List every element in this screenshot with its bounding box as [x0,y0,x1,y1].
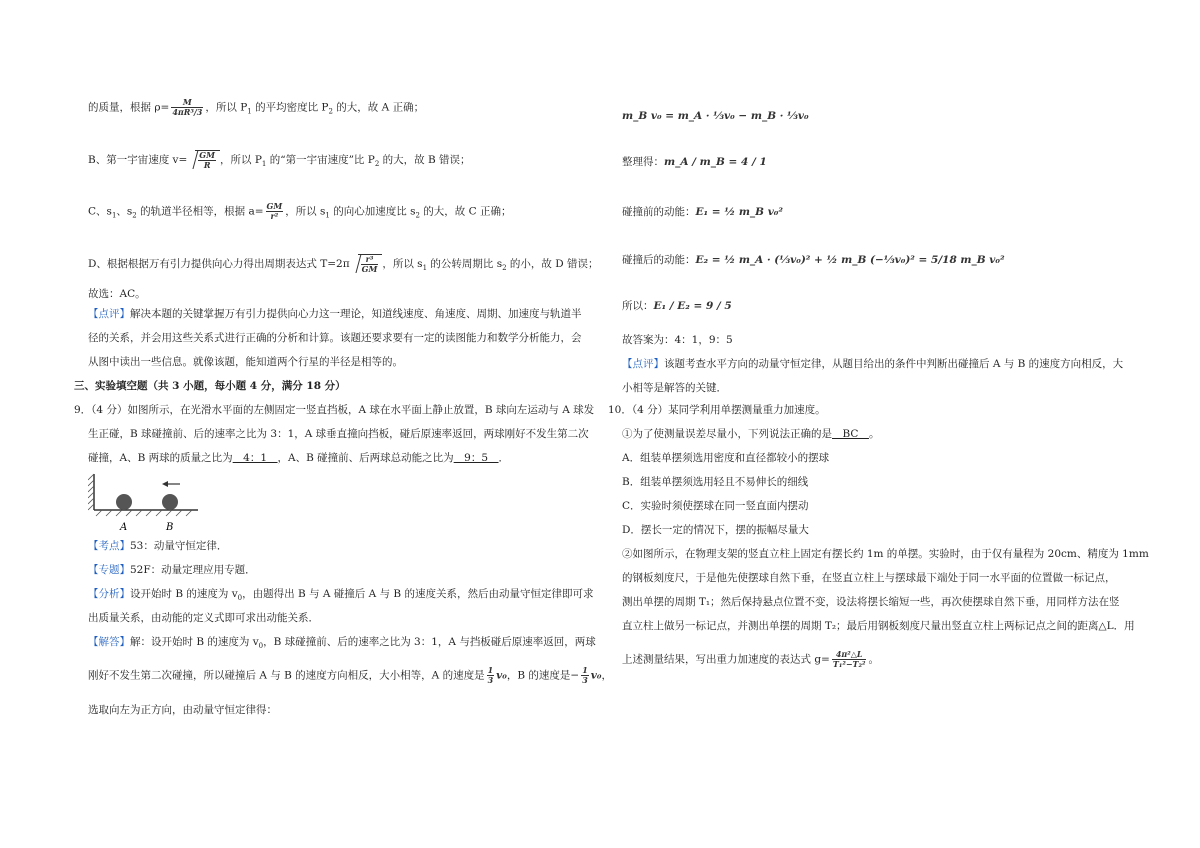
q9-line-2: 生正碰，B 球碰撞前、后的速率之比为 3：1，A 球垂直撞向挡板，碰后原速率返回，两球刚好不发生第二次 [88,428,589,440]
q10-line-1: 10．（4 分）某同学利用单摆测量重力加速度。 [608,404,826,416]
right-comment-1: 【点评】该题考查水平方向的动量守恒定律，从题目给出的条件中判断出碰撞后 A 与 B 的速度方向相反，大 [622,358,1124,370]
ground-hatch [96,510,192,516]
q9-answer-mass-ratio: 4：1 [232,452,278,464]
kaodian-line: 【考点】53：动量守恒定律． [88,540,228,552]
jieda-line-2: 刚好不发生第二次碰撞，所以碰撞后 A 与 B 的速度方向相反，大小相等，A 的速度是 $\frac{1}{3}$ v₀，B 的速度是− $\frac{1}{3}$ v₀， [88,665,612,685]
momentum-equation: m_B v₀ = m_A · ⅓v₀ − m_B · ⅓v₀ [622,110,809,122]
velocity-sqrt: $\frac{GM}{R}$ [195,150,220,170]
fenxi-line-1: 【分析】设开始时 B 的速度为 $v_0$，由题得出 B 与 A 碰撞后 A 与 B 的速度关系，然后由动量守恒定律即可求 [88,588,594,603]
answer-choice: 故选：AC。 [88,288,146,300]
arrow-head [162,481,168,487]
ke-after-line: 碰撞后的动能：E₂ = ½ m_A · (⅓v₀)² + ½ m_B (−⅓v₀)² = 5/18 m_B v₀² [622,254,1005,266]
q9-line-3: 碰撞，A、B 两球的质量之比为 4：1 ，A、B 碰撞前、后两球总动能之比为 9：5 ． [88,452,510,464]
solution-line-d: D、根据根据万有引力提供向心力得出周期表达式 T=2π $\frac{\text{r³}}{GM}$ ，所以 $s_1$ 的公转周期比 $s_2$ 的小，故 D 错误； [88,254,599,274]
wall-hatch [88,474,94,510]
q10-answer: BC [832,428,869,440]
label-a: A [120,522,128,533]
q9-line-1: 9．（4 分）如图所示，在光滑水平面的左侧固定一竖直挡板，A 球在水平面上静止放置，B 球向左运动与 A 球发 [74,404,595,416]
comment-line-2: 径的关系，并会用这些关系式进行正确的分析和计算。该题还要求要有一定的读图能力和数学分析能力，会 [88,332,582,344]
solution-line-b: B、第一宇宙速度 v= $\frac{GM}{R}$ ，所以 $P_1$ 的“第一宇宙速度”比 $P_2$ 的大，故 B 错误； [88,150,471,170]
ke-before-line: 碰撞前的动能：E₁ = ½ m_B v₀² [622,206,784,218]
part2-line-2: 的钢板刻度尺，于是他先使摆球自然下垂，在竖直立柱上与摆球最下端处于同一水平面的位置做一标记点， [622,572,1116,584]
q10-line-2: ①为了使测量误差尽量小，下列说法正确的是 BC 。 [622,428,880,440]
final-answer: 故答案为：4：1，9：5 [622,334,733,346]
comment-line-3: 从图中读出一些信息。就像该题，能知道两个行星的半径是相等的。 [88,356,403,368]
collision-figure [88,472,198,534]
option-c: C．实验时须使摆球在同一竖直面内摆动 [622,500,809,512]
jieda-line-3: 选取向左为正方向，由动量守恒定律得： [88,704,277,716]
zhuanti-line: 【专题】52F：动量定理应用专题． [88,564,256,576]
part2-line-1: ②如图所示，在物理支架的竖直立柱上固定有摆长约 1m 的单摆。实验时，由于仅有量程为 20cm、精度为 1mm [622,548,1149,560]
section-heading: 三、实验填空题（共 3 小题，每小题 4 分，满分 18 分） [74,380,346,392]
option-b: B．组装单摆须选用轻且不易伸长的细线 [622,476,809,488]
option-d: D．摆长一定的情况下，摆的振幅尽量大 [622,524,809,536]
solution-line-density: 的质量，根据 ρ= $\frac{M}{\text{4πR³/3}}$ ，所以 $P_1$ 的平均密度比 $P_2$ 的大，故 A 正确； [88,97,425,117]
ball-a [116,494,132,510]
part2-line-4: 直立柱上做另一标记点，并测出单摆的周期 T₂；最后用钢板刻度尺量出竖直立柱上两标记点之间的距离△L．用 [622,620,1135,632]
fenxi-line-2: 出质量关系，由动能的定义式即可求出动能关系． [88,612,319,624]
period-sqrt: $\frac{\text{r³}}{GM}$ [358,254,383,274]
density-fraction: $\frac{M}{\text{4πR³/3}}$ [172,97,203,117]
accel-fraction: $\frac{GM}{\text{r²}}$ [266,201,283,221]
gravity-formula: $\frac{\text{4π²△L}}{\text{T₁²−T₂²}}$ [832,649,866,669]
solution-line-c: C、$s_1$、$s_2$ 的轨道半径相等，根据 a= $\frac{GM}{\text{r²}}$ ，所以 $s_1$ 的向心加速度比 $s_2$ 的大，故 C 正确； [88,201,512,221]
label-b: B [166,522,174,533]
comment-line-1: 【点评】解决本题的关键掌握万有引力提供向心力这一理论，知道线速度、角速度、周期、加速度与轨道半 [88,308,582,320]
right-comment-2: 小相等是解答的关键． [622,382,727,394]
jieda-line-1: 【解答】解：设开始时 B 的速度为 $v_0$，B 球碰撞前、后的速率之比为 3：1，A 与挡板碰后原速率返回，两球 [88,636,596,651]
ball-b [162,494,178,510]
ratio-line: 整理得：m_A / m_B = 4 / 1 [622,156,767,168]
option-a: A．组装单摆须选用密度和直径都较小的摆球 [622,452,830,464]
ke-ratio-line: 所以：E₁ / E₂ = 9 / 5 [622,300,732,312]
part2-line-5: 上述测量结果，写出重力加速度的表达式 g= $\frac{\text{4π²△L}}{\text{T₁²−T₂²}}$ 。 [622,649,879,669]
part2-line-3: 测出单摆的周期 T₁；然后保持悬点位置不变，设法将摆长缩短一些，再次使摆球自然下垂，用同样方法在竖 [622,596,1120,608]
q9-answer-energy-ratio: 9：5 [453,452,499,464]
